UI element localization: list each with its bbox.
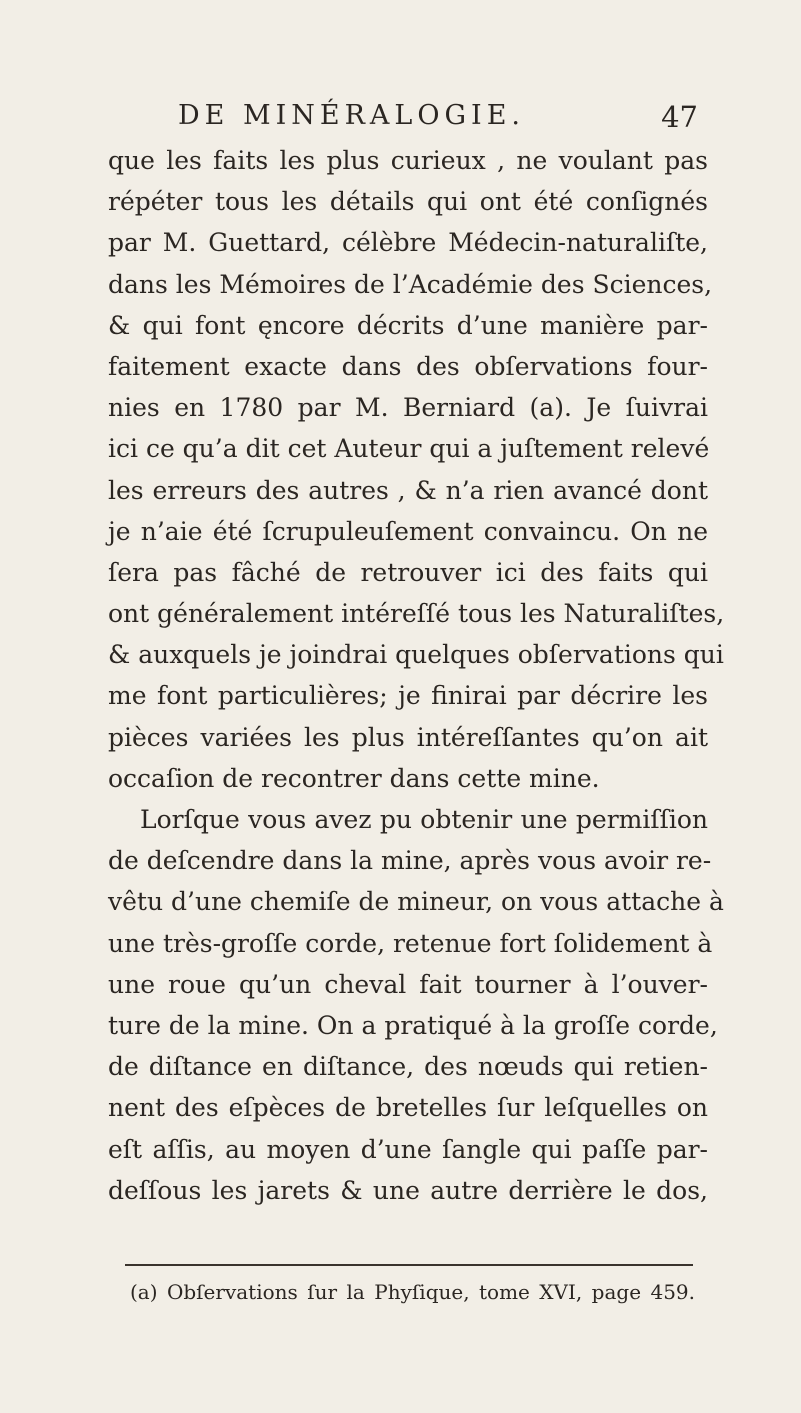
text-line: que les faits les plus curieux , ne voulant pas bbox=[108, 146, 708, 175]
footnote-rule bbox=[125, 1264, 693, 1266]
text-line: de deſcendre dans la mine, après vous avoir re- bbox=[108, 846, 712, 876]
text-line: & qui font ęncore décrits d’une manière par- bbox=[108, 310, 708, 340]
text-line: dans les Mémoires de l’Académie des Sciences, bbox=[108, 269, 713, 299]
text-line: une très-groſſe corde, retenue fort ſolidement à bbox=[108, 928, 713, 958]
text-line: par M. Guettard, célèbre Médecin-naturaliſte, bbox=[108, 228, 708, 258]
text-line: ici ce qu’a dit cet Auteur qui a juſtement relevé bbox=[108, 434, 710, 464]
text-line: ture de la mine. On a pratiqué à la groſſe corde, bbox=[108, 1010, 718, 1040]
text-line: vêtu d’une chemiſe de mineur, on vous attache à bbox=[108, 887, 724, 917]
text-line: pièces variées les plus intéreſſantes qu’on ait bbox=[108, 722, 708, 752]
text-line: de diſtance en diſtance, des nœuds qui retien- bbox=[108, 1052, 708, 1082]
text-line: faitement exacte dans des obſervations four- bbox=[108, 351, 708, 381]
text-line: nent des eſpèces de bretelles ſur leſquelles on bbox=[108, 1093, 708, 1123]
text-line: je n’aie été ſcrupuleuſement convaincu. On ne bbox=[108, 516, 708, 546]
text-line: Lorſque vous avez pu obtenir une permiſſion bbox=[140, 805, 708, 834]
text-line: me font particulières; je finirai par décrire les bbox=[108, 681, 708, 711]
page-number: 47 bbox=[661, 100, 698, 134]
running-title: DE MINÉRALOGIE. bbox=[178, 100, 526, 131]
text-line: occaſion de recontrer dans cette mine. bbox=[108, 763, 600, 793]
text-line: ont généralement intéreſſé tous les Naturaliſtes, bbox=[108, 599, 725, 629]
text-line: ſera pas fâché de retrouver ici des faits qui bbox=[108, 557, 708, 587]
text-line: les erreurs des autres , & n’a rien avancé dont bbox=[108, 475, 708, 505]
text-line: deſſous les jarets & une autre derrière le dos, bbox=[108, 1175, 708, 1205]
text-line: & auxquels je joindrai quelques obſervations qui bbox=[108, 640, 724, 670]
text-line: répéter tous les détails qui ont été conſignés bbox=[108, 187, 708, 217]
body-text bbox=[108, 140, 725, 1211]
footnote: (a) Obſervations ſur la Phyſique, tome XVI, page 459. bbox=[130, 1280, 695, 1304]
text-line: eſt aſſis, au moyen d’une ſangle qui paſſe par- bbox=[108, 1134, 708, 1164]
text-line: nies en 1780 par M. Berniard (a). Je ſuivrai bbox=[108, 393, 708, 423]
running-header bbox=[178, 100, 698, 140]
text-line: une roue qu’un cheval fait tourner à l’ouver- bbox=[108, 969, 708, 999]
